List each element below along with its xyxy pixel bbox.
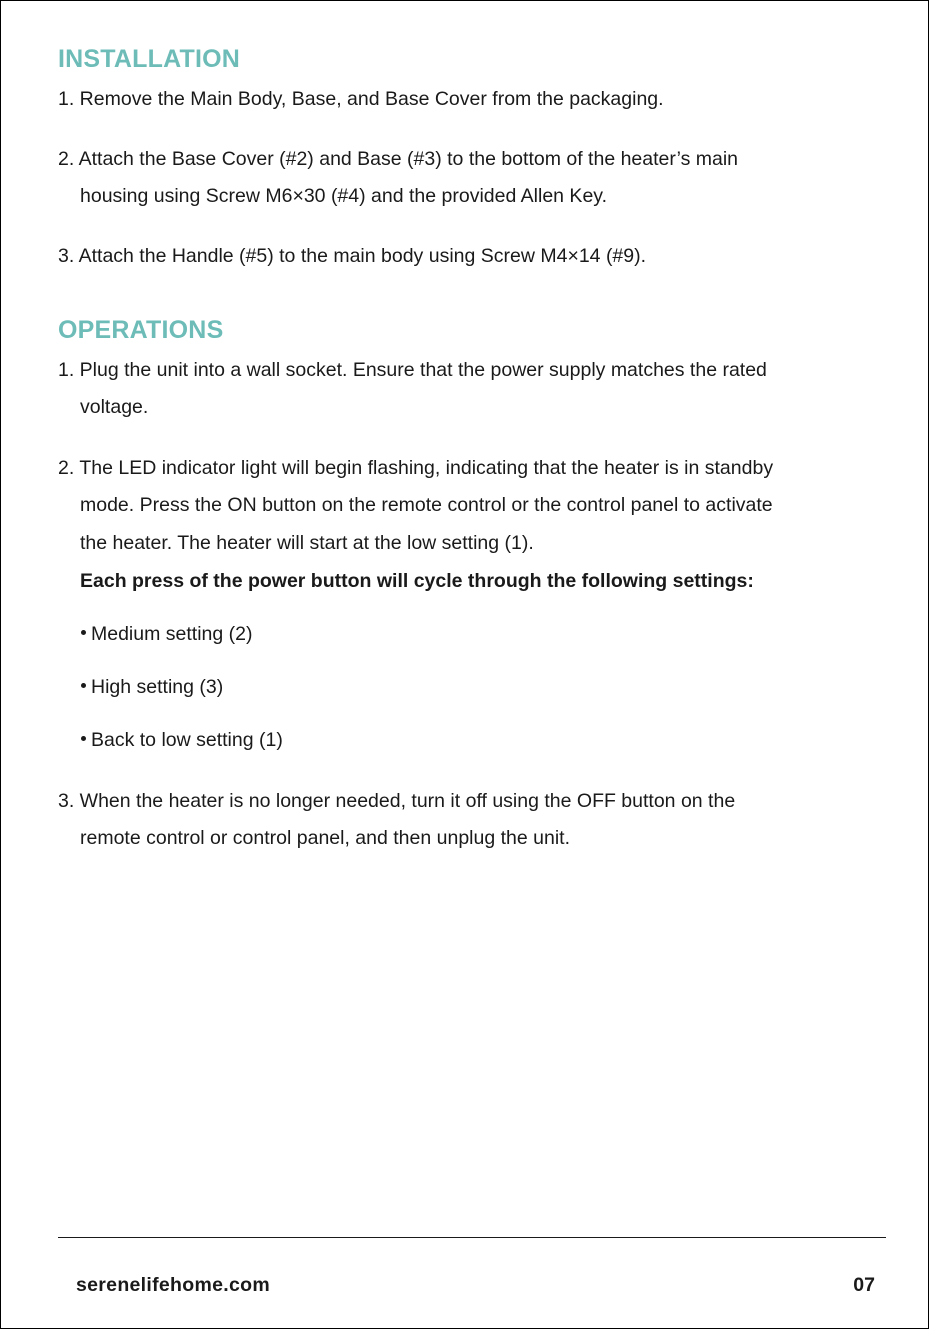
- operations-step-2-line-1: 2. The LED indicator light will begin flashing, indicating that the heater is in standby: [58, 457, 774, 479]
- operations-step-3-line-1: 3. When the heater is no longer needed, turn it off using the OFF button on the: [58, 790, 736, 812]
- bullet-text: Medium setting (2): [91, 623, 253, 645]
- operations-heading: OPERATIONS: [58, 316, 224, 344]
- bullet-text: Back to low setting (1): [91, 729, 283, 751]
- operations-step-3-line-2: remote control or control panel, and then unplug the unit.: [80, 827, 570, 849]
- bullet-dot-icon: [81, 736, 86, 741]
- footer-website: serenelifehome.com: [76, 1274, 270, 1296]
- operations-step-2-line-2: mode. Press the ON button on the remote control or the control panel to activate: [80, 494, 773, 516]
- bullet-text: High setting (3): [91, 676, 224, 698]
- installation-step-1: 1. Remove the Main Body, Base, and Base Cover from the packaging.: [58, 88, 664, 110]
- cycle-settings-note: Each press of the power button will cycle through the following settings:: [80, 570, 754, 592]
- installation-step-2-line-2: housing using Screw M6×30 (#4) and the provided Allen Key.: [80, 185, 608, 207]
- bullet-item: [81, 675, 223, 699]
- bullet-item: [81, 728, 283, 752]
- bullet-dot-icon: [81, 630, 86, 635]
- bullet-dot-icon: [81, 683, 86, 688]
- installation-heading: INSTALLATION: [58, 45, 241, 73]
- operations-step-1-line-2: voltage.: [80, 396, 149, 418]
- footer-page-number: 07: [853, 1274, 875, 1296]
- footer-divider: [58, 1237, 886, 1238]
- bullet-item: [81, 622, 252, 646]
- installation-step-2-line-1: 2. Attach the Base Cover (#2) and Base (#3) to the bottom of the heater’s main: [58, 148, 739, 170]
- operations-step-1-line-1: 1. Plug the unit into a wall socket. Ensure that the power supply matches the rated: [58, 359, 767, 381]
- installation-step-3: 3. Attach the Handle (#5) to the main body using Screw M4×14 (#9).: [58, 245, 647, 267]
- operations-step-2-line-3: the heater. The heater will start at the low setting (1).: [80, 532, 534, 554]
